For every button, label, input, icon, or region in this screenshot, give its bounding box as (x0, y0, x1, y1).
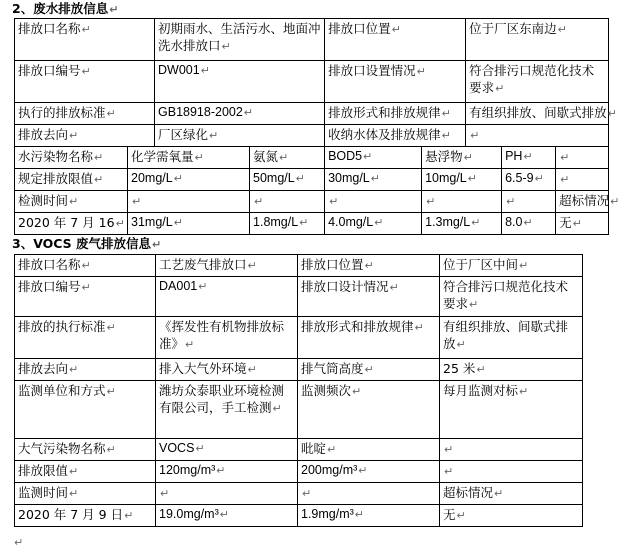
cell-value: 氨氮↵ (250, 147, 325, 169)
cell-value: 10mg/L↵ (422, 169, 502, 191)
cell-label: 排放去向↵ (15, 359, 156, 381)
limit-row (15, 169, 609, 191)
cell-value: ↵ (556, 169, 609, 191)
table-row (15, 125, 609, 147)
cell-value: 排入大气外环境↵ (156, 359, 298, 381)
cell-value: 有组织排放、间歇式排放↵ (440, 317, 583, 359)
cell-value: 《挥发性有机物排放标准》↵ (156, 317, 298, 359)
cell-value: DW001↵ (155, 61, 325, 103)
table-row (15, 359, 583, 381)
cell-value: 30mg/L↵ (325, 169, 422, 191)
cell-value: ↵ (556, 147, 609, 169)
limit-row (15, 461, 583, 483)
pollutant-row (15, 439, 583, 461)
cell-value: 悬浮物↵ (422, 147, 502, 169)
cell-value: 符合排污口规范化技术要求↵ (466, 61, 609, 103)
cell-value: 位于厂区东南边↵ (466, 19, 609, 61)
cell-value: BOD5↵ (325, 147, 422, 169)
cell-label: 规定排放限值↵ (15, 169, 128, 191)
cell-value: 6.5-9↵ (502, 169, 556, 191)
cell-value: ↵ (440, 461, 583, 483)
table-row (15, 103, 609, 125)
cell-label: 排放口设计情况↵ (298, 277, 440, 317)
cell-label: 排放口名称↵ (15, 19, 155, 61)
cell-label: 排放口位置↵ (325, 19, 466, 61)
cell-value: 1.9mg/m³↵ (298, 505, 440, 527)
cell-value: 潍坊众泰职业环境检测有限公司，手工检测↵ (156, 381, 298, 439)
table-row (15, 255, 583, 277)
cell-value: 8.0↵ (502, 213, 556, 235)
table-row (15, 317, 583, 359)
paragraph-mark: ↵ (14, 536, 24, 549)
vocs-table (14, 254, 583, 527)
result-row (15, 213, 609, 235)
cell-label: 2020 年 7 月 9 日↵ (15, 505, 156, 527)
cell-label: 排放的执行标准↵ (15, 317, 156, 359)
cell-value: ↵ (156, 483, 298, 505)
monitor-row (15, 483, 583, 505)
monitor-row (15, 191, 609, 213)
table-row (15, 381, 583, 439)
cell-value: 25 米↵ (440, 359, 583, 381)
cell-value: 50mg/L↵ (250, 169, 325, 191)
cell-value: 无↵ (556, 213, 609, 235)
cell-label: 大气污染物名称↵ (15, 439, 156, 461)
cell-value: 化学需氧量↵ (128, 147, 250, 169)
table-row (15, 277, 583, 317)
table-row (15, 19, 609, 61)
cell-value: ↵ (250, 191, 325, 213)
cell-value: 吡啶↵ (298, 439, 440, 461)
cell-value: 初期雨水、生活污水、地面冲洗水排放口↵ (155, 19, 325, 61)
pollutant-row (15, 147, 609, 169)
cell-value: GB18918-2002↵ (155, 103, 325, 125)
cell-value: 位于厂区中间↵ (440, 255, 583, 277)
cell-label: 监测单位和方式↵ (15, 381, 156, 439)
cell-value: 工艺废气排放口↵ (156, 255, 298, 277)
cell-value: 1.3mg/L↵ (422, 213, 502, 235)
cell-label: 排气筒高度↵ (298, 359, 440, 381)
section-3-title: 3、VOCS 废气排放信息↵ (12, 236, 162, 251)
cell-value: 19.0mg/m³↵ (156, 505, 298, 527)
cell-label: 检测时间↵ (15, 191, 128, 213)
cell-value: 20mg/L↵ (128, 169, 250, 191)
cell-value: ↵ (128, 191, 250, 213)
cell-value: ↵ (466, 125, 609, 147)
cell-value: 厂区绿化↵ (155, 125, 325, 147)
cell-value: ↵ (502, 191, 556, 213)
cell-value: 200mg/m³↵ (298, 461, 440, 483)
cell-label: 水污染物名称↵ (15, 147, 128, 169)
result-row (15, 505, 583, 527)
cell-label: 超标情况↵ (440, 483, 583, 505)
cell-label: 排放口名称↵ (15, 255, 156, 277)
cell-label: 收纳水体及排放规律↵ (325, 125, 466, 147)
section-2-title: 2、废水排放信息↵ (12, 1, 119, 16)
cell-value: 有组织排放、间歇式排放↵ (466, 103, 609, 125)
cell-value: 31mg/L↵ (128, 213, 250, 235)
cell-label: 排放形式和排放规律↵ (298, 317, 440, 359)
cell-label: 排放形式和排放规律↵ (325, 103, 466, 125)
cell-label: 排放口编号↵ (15, 277, 156, 317)
cell-value: 120mg/m³↵ (156, 461, 298, 483)
cell-label: 2020 年 7 月 16↵ (15, 213, 128, 235)
cell-value: ↵ (298, 483, 440, 505)
cell-value: VOCS↵ (156, 439, 298, 461)
cell-value: 符合排污口规范化技术要求↵ (440, 277, 583, 317)
cell-value: ↵ (422, 191, 502, 213)
cell-value: DA001↵ (156, 277, 298, 317)
cell-label: 监测频次↵ (298, 381, 440, 439)
cell-value: 无↵ (440, 505, 583, 527)
cell-label: 执行的排放标准↵ (15, 103, 155, 125)
table-row (15, 61, 609, 103)
cell-label: 监测时间↵ (15, 483, 156, 505)
cell-value: ↵ (440, 439, 583, 461)
cell-value: 4.0mg/L↵ (325, 213, 422, 235)
cell-label: 排放口设置情况↵ (325, 61, 466, 103)
cell-value: 1.8mg/L↵ (250, 213, 325, 235)
cell-label: 排放口编号↵ (15, 61, 155, 103)
cell-label: 排放限值↵ (15, 461, 156, 483)
cell-label: 超标情况↵ (556, 191, 609, 213)
wastewater-table (14, 18, 620, 235)
cell-label: 排放去向↵ (15, 125, 155, 147)
cell-value: ↵ (325, 191, 422, 213)
cell-value: 每月监测对标↵ (440, 381, 583, 439)
cell-value: PH↵ (502, 147, 556, 169)
cell-label: 排放口位置↵ (298, 255, 440, 277)
